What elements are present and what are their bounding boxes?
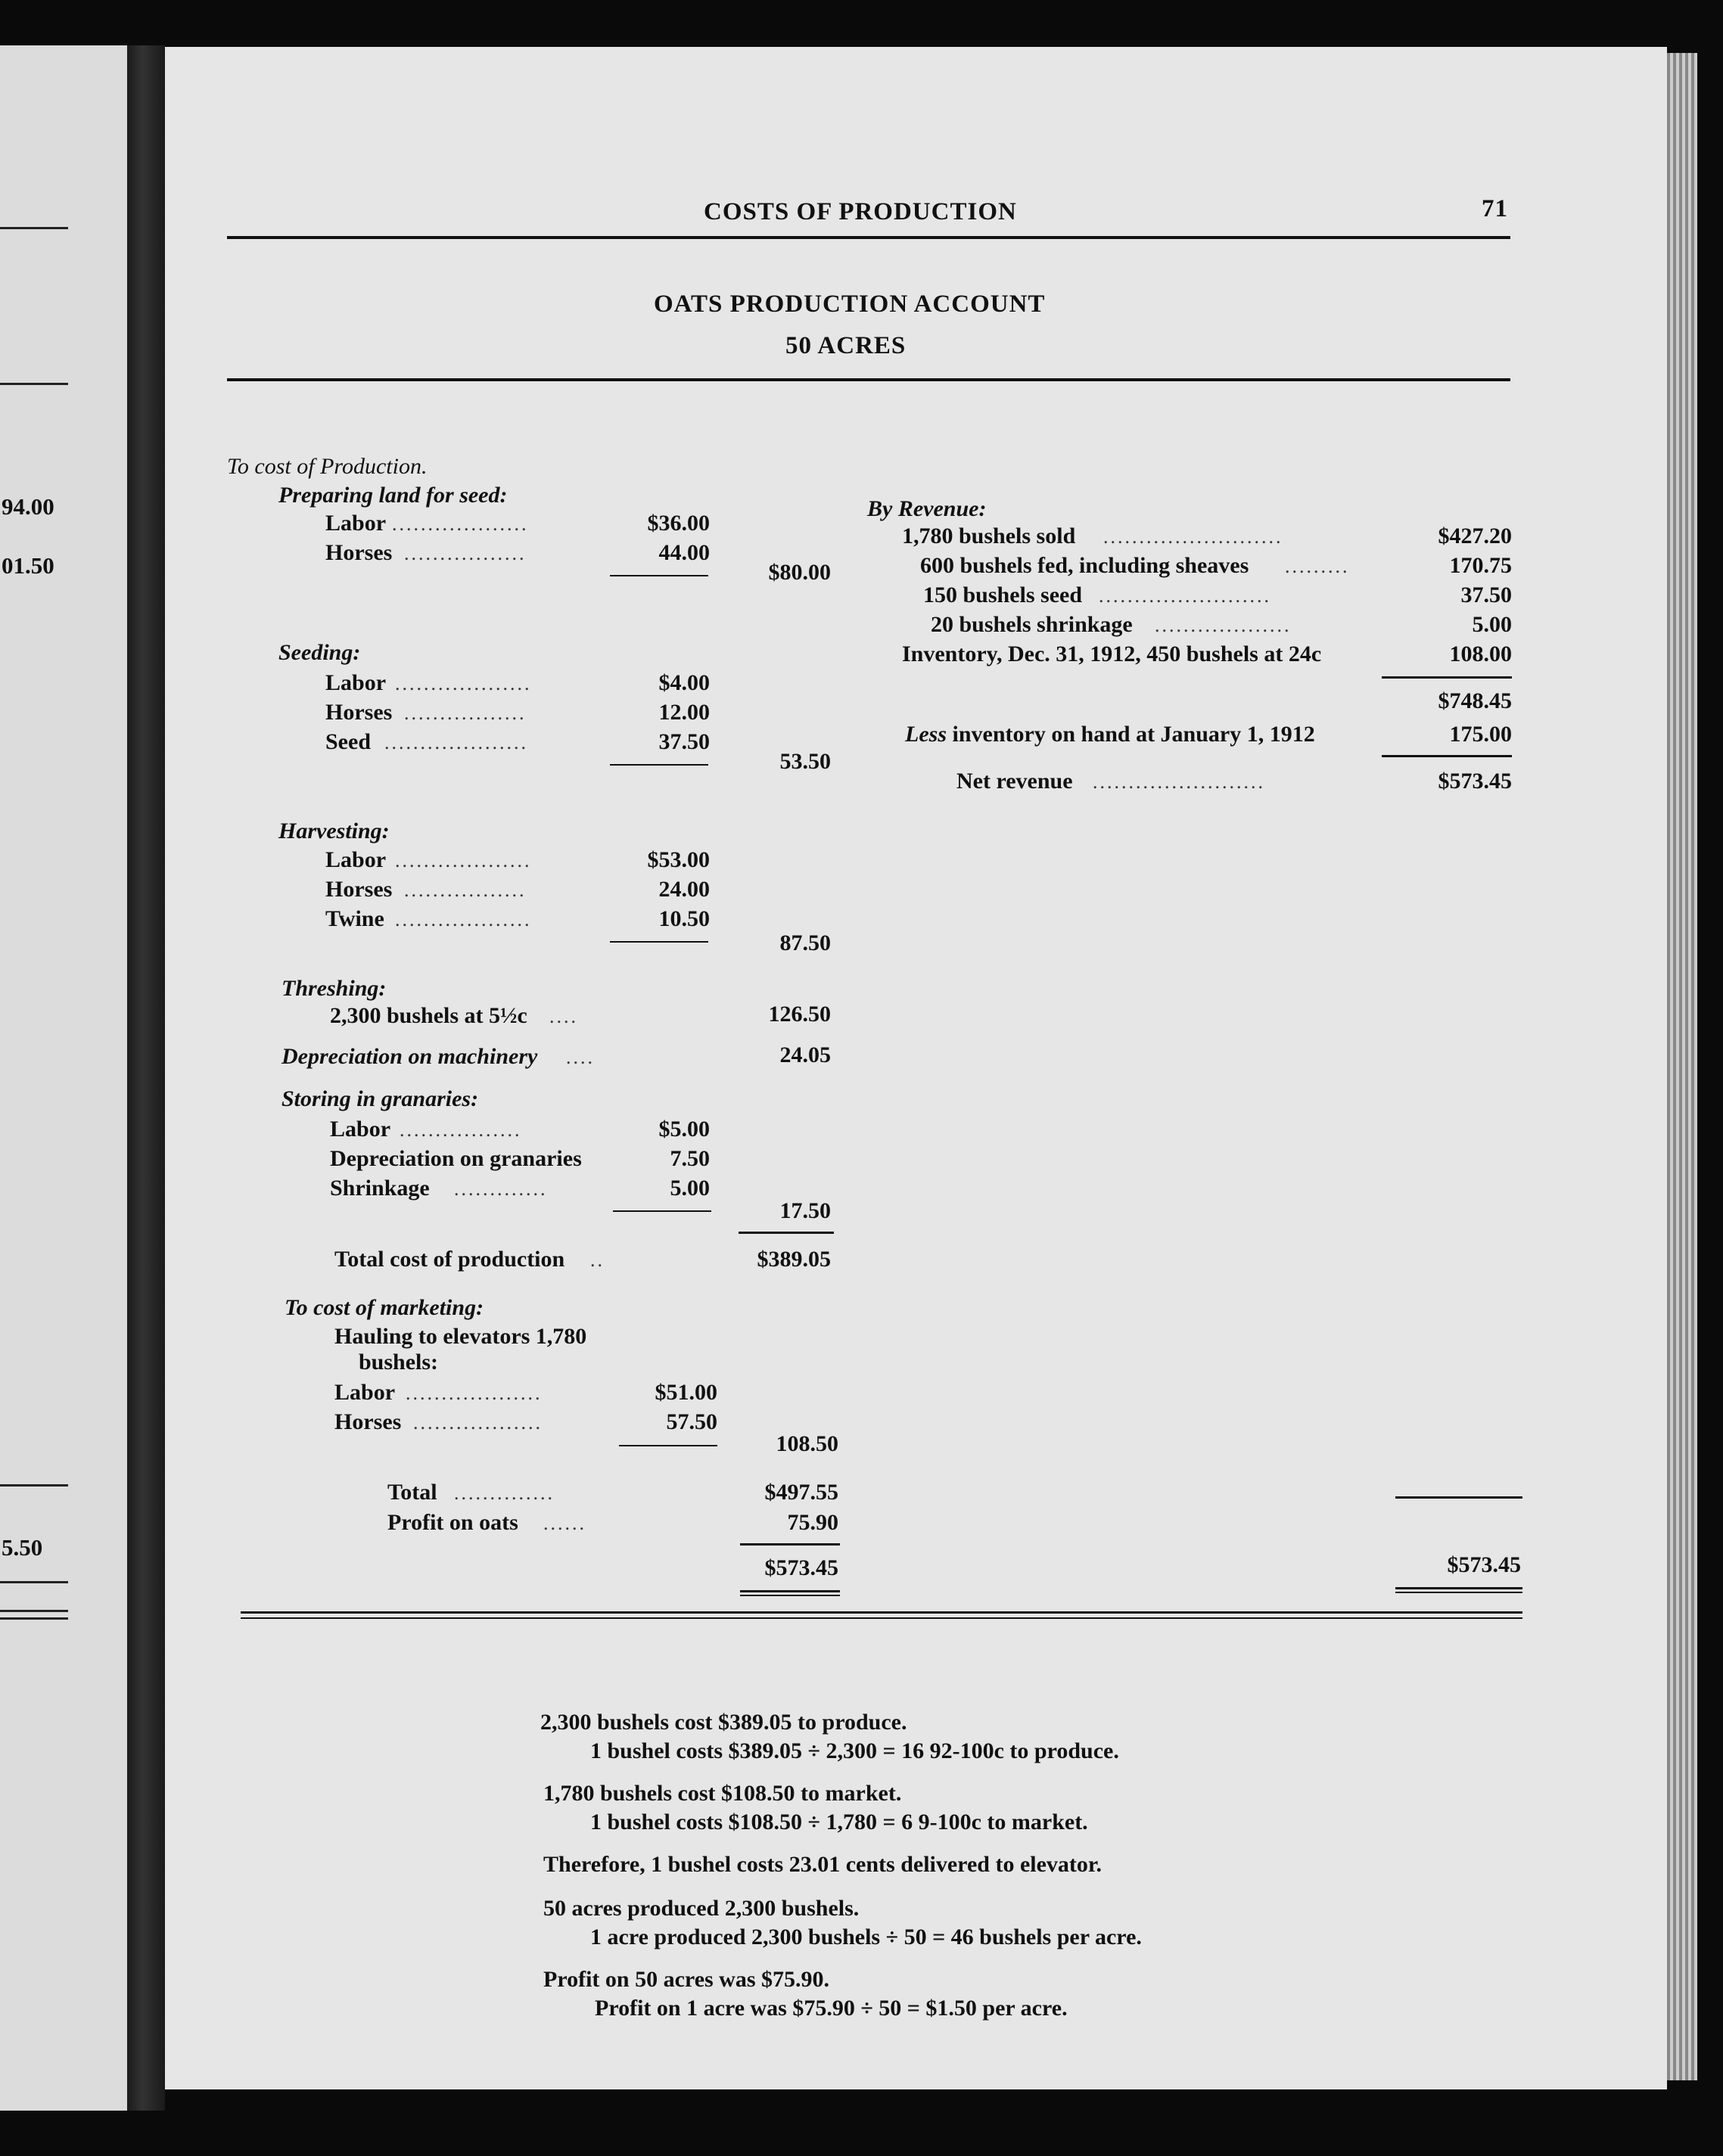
total-rule [739,1232,834,1234]
line-label: Inventory, Dec. 31, 1912, 450 bushels at 24c [902,642,1322,666]
leader-dots: ................. [404,702,527,724]
net-revenue-label: Net revenue [956,769,1073,794]
leader-dots: ................... [392,513,529,535]
page-fragment: 94.00 [2,493,54,520]
header-rule [227,236,1510,239]
section-total: $80.00 [768,560,831,585]
total-production-amount: $389.05 [757,1247,831,1272]
leader-dots: ........................ [1093,771,1265,793]
section-heading: Preparing land for seed: [278,483,508,508]
leader-dots: ................... [395,673,532,694]
line-amount: 108.00 [1449,642,1512,666]
leader-dots: ................. [404,879,527,901]
leader-dots: .... [549,1005,578,1027]
page-fragment: 01.50 [2,552,54,579]
line-label: Labor [325,670,387,695]
subtotal-rule [613,1210,711,1212]
leader-dots: ................. [400,1119,522,1141]
section-total: 108.50 [776,1431,838,1456]
double-rule [1395,1587,1522,1589]
leader-dots: ...... [543,1512,586,1534]
leader-dots: .. [590,1249,605,1271]
calc-line: 2,300 bushels cost $389.05 to produce. [540,1710,907,1735]
page-number: 71 [1482,195,1508,222]
total-rule [1395,1496,1522,1499]
calc-line: 1 bushel costs $389.05 ÷ 2,300 = 16 92-100c to produce. [590,1738,1119,1763]
leader-dots: .................. [413,1412,543,1434]
subtotal-rule [610,764,708,766]
debit-heading: To cost of Production. [227,454,428,479]
total-label: Total [387,1480,437,1505]
title-rule [227,378,1510,381]
double-rule [1395,1592,1522,1593]
section-heading: To cost of marketing: [285,1295,484,1320]
section-heading: Threshing: [281,976,387,1001]
calc-line: 1 bushel costs $108.50 ÷ 1,780 = 6 9-100c to market. [590,1810,1088,1834]
debit-grand-total: $573.45 [764,1555,838,1580]
section-rule [241,1611,1522,1614]
less-label: inventory on hand at January 1, 1912 [952,722,1315,747]
credit-heading: By Revenue: [867,496,987,521]
line-label: 2,300 bushels at 5½c [330,1003,527,1028]
line-amount: 57.50 [666,1409,717,1434]
line-label: 600 bushels fed, including sheaves [920,553,1249,578]
line-amount: $36.00 [647,511,710,536]
line-label: 150 bushels seed [923,582,1083,607]
total-production-label: Total cost of production [334,1247,565,1272]
line-amount: 44.00 [658,540,710,565]
line-label: Labor [325,511,387,536]
calc-line: 50 acres produced 2,300 bushels. [543,1896,860,1921]
previous-page-edge [0,45,127,2111]
calc-line: Profit on 1 acre was $75.90 ÷ 50 = $1.50 per acre. [595,1996,1068,2021]
section-total: 126.50 [768,1002,831,1027]
leader-dots: ................... [406,1382,543,1404]
leader-dots: .............. [454,1482,555,1504]
calc-line: Therefore, 1 bushel costs 23.01 cents delivered to elevator. [543,1852,1102,1877]
leader-dots: ................. [404,542,527,564]
leader-dots: ......................... [1103,526,1283,548]
line-label: Twine [325,906,384,931]
leader-dots: .................... [384,732,528,753]
rule [0,1581,68,1583]
double-rule [740,1590,840,1592]
total-amount: $497.55 [764,1480,838,1505]
line-label: 1,780 bushels sold [902,523,1076,548]
line-amount: 5.00 [670,1176,710,1201]
credit-grand-total: $573.45 [1447,1552,1521,1577]
section-total: 87.50 [779,930,831,955]
line-label: 20 bushels shrinkage [931,612,1133,637]
line-label: Horses [334,1409,402,1434]
line-amount: 37.50 [658,729,710,754]
rule [0,1610,68,1612]
section-rule [241,1617,1522,1619]
subtotal-rule [1382,676,1512,679]
line-amount: 37.50 [1460,582,1512,607]
line-amount: 24.00 [658,877,710,902]
rule [0,227,68,229]
book-gutter [127,45,165,2111]
subtotal-rule [1382,755,1512,757]
line-amount: 10.50 [658,906,710,931]
page-edges [1667,53,1697,2080]
calc-line: 1,780 bushels cost $108.50 to market. [543,1781,902,1806]
line-amount: 170.75 [1449,553,1512,578]
line-label: Labor [330,1117,391,1142]
leader-dots: .... [566,1046,595,1068]
line-label: Hauling to elevators 1,780 [334,1324,587,1349]
line-label: Depreciation on granaries [330,1146,582,1171]
line-label: Depreciation on machinery [281,1044,538,1069]
rule [0,1617,68,1620]
account-subtitle: 50 ACRES [785,332,907,359]
leader-dots: ............. [454,1178,548,1200]
subtotal-rule [619,1445,717,1446]
running-title: COSTS OF PRODUCTION [704,198,1017,225]
page-fragment: 5.50 [2,1534,43,1561]
line-label: Labor [334,1380,396,1405]
line-amount: $51.00 [655,1380,717,1405]
total-rule [740,1543,840,1546]
net-revenue-amount: $573.45 [1438,769,1512,794]
line-amount: 12.00 [658,700,710,725]
line-label: Labor [325,847,387,872]
line-amount: 7.50 [670,1146,710,1171]
leader-dots: ......... [1285,555,1350,577]
line-amount: $4.00 [658,670,710,695]
leader-dots: ................... [395,909,532,930]
calc-line: Profit on 50 acres was $75.90. [543,1967,830,1992]
line-label: Horses [325,877,393,902]
account-title: OATS PRODUCTION ACCOUNT [654,290,1046,318]
section-heading: Harvesting: [278,819,390,843]
line-amount: 5.00 [1472,612,1512,637]
credit-subtotal: $748.45 [1438,688,1512,713]
double-rule [740,1595,840,1596]
leader-dots: ................... [395,850,532,871]
line-amount: $427.20 [1438,523,1512,548]
section-total: 17.50 [779,1198,831,1223]
line-amount: $5.00 [658,1117,710,1142]
line-label: bushels: [359,1350,439,1375]
leader-dots: ........................ [1099,585,1271,607]
line-label: Seed [325,729,371,754]
less-amount: 175.00 [1449,722,1512,747]
less-word: Less [905,722,947,747]
profit-amount: 75.90 [787,1510,838,1535]
rule [0,1484,68,1487]
rule [0,383,68,385]
section-heading: Storing in granaries: [281,1086,479,1111]
line-label: Horses [325,540,393,565]
line-label: Horses [325,700,393,725]
subtotal-rule [610,575,708,576]
line-label: Shrinkage [330,1176,430,1201]
leader-dots: ................... [1155,614,1292,636]
profit-label: Profit on oats [387,1510,518,1535]
section-total: 53.50 [779,749,831,774]
subtotal-rule [610,941,708,943]
section-total: 24.05 [779,1042,831,1067]
book-page [165,47,1667,2089]
section-heading: Seeding: [278,640,361,665]
calc-line: 1 acre produced 2,300 bushels ÷ 50 = 46 bushels per acre. [590,1925,1142,1949]
line-amount: $53.00 [647,847,710,872]
